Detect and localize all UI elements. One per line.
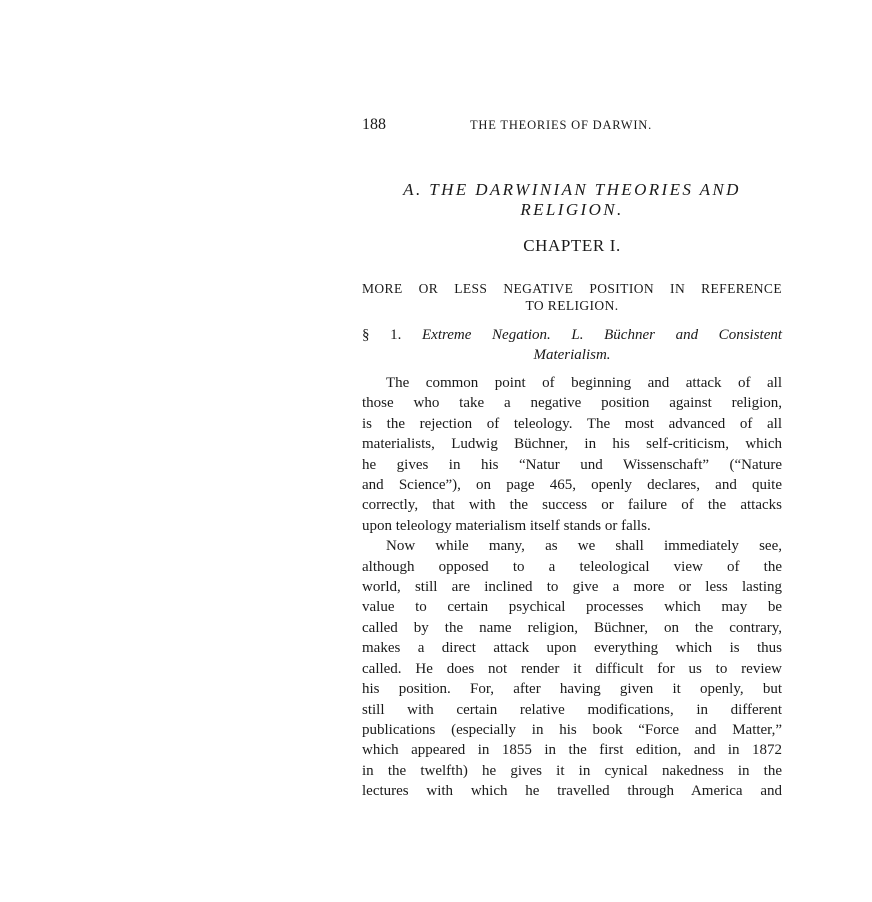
chapter-subtitle: [362, 280, 782, 314]
chapter-subtitle-line-2: TO RELIGION.: [525, 298, 619, 313]
text-line: still with certain relative modifications, in different: [362, 701, 782, 718]
text-line: The common point of beginning and attack of all: [386, 375, 782, 391]
text-line: called. He does not render it difficult for us to review: [362, 660, 782, 677]
text-line: value to certain psychical processes which may be: [362, 599, 782, 616]
section-heading-line-1: [362, 325, 782, 345]
section-heading-line-2: Materialism.: [533, 347, 611, 363]
text-line: in the twelfth) he gives it in cynical nakedness in the: [362, 762, 782, 779]
part-title-line-2: RELIGION.: [520, 200, 624, 219]
part-title-line-1: A. THE DARWINIAN THEORIES AND: [403, 180, 741, 199]
section-heading-part-2: L. Büchner and Consistent: [571, 327, 783, 343]
text-line: called by the name religion, Büchner, on the contrary,: [362, 619, 782, 636]
text-line: those who take a negative position against religion,: [362, 395, 782, 412]
text-line: and Science”), on page 465, openly declares, and quite: [362, 477, 782, 494]
text-line: although opposed to a teleological view of the: [362, 558, 782, 575]
running-title: THE THEORIES OF DARWIN.: [470, 118, 653, 132]
page-number: 188: [362, 116, 386, 133]
text-line: publications (especially in his book “Force and Matter,”: [362, 721, 782, 738]
chapter-title: CHAPTER I.: [523, 236, 621, 255]
body-text: [362, 373, 782, 802]
text-line: makes a direct attack upon everything which is thus: [362, 640, 782, 657]
section-number: § 1.: [362, 327, 402, 343]
text-line: which appeared in 1855 in the first edition, and in 1872: [362, 742, 782, 759]
section-heading-part-1: Extreme Negation.: [422, 327, 551, 343]
part-title: [362, 180, 782, 220]
chapter-subtitle-line-1: MORE OR LESS NEGATIVE POSITION IN REFERENCE: [362, 281, 782, 296]
section-heading: [362, 325, 782, 365]
text-line: is the rejection of teleology. The most advanced of all: [362, 415, 782, 432]
text-line: materialists, Ludwig Büchner, in his self-criticism, which: [362, 436, 782, 453]
text-line: lectures with which he travelled through America and: [362, 783, 782, 800]
text-line: upon teleology materialism itself stands or falls.: [362, 517, 651, 534]
text-line: he gives in his “Natur und Wissenschaft” (“Nature: [362, 456, 782, 473]
page-header: [362, 116, 782, 136]
text-line: his position. For, after having given it openly, but: [362, 681, 782, 698]
text-line: world, still are inclined to give a more or less lasting: [362, 579, 782, 596]
text-line: correctly, that with the success or failure of the attacks: [362, 497, 782, 514]
text-line: Now while many, as we shall immediately see,: [386, 538, 782, 555]
